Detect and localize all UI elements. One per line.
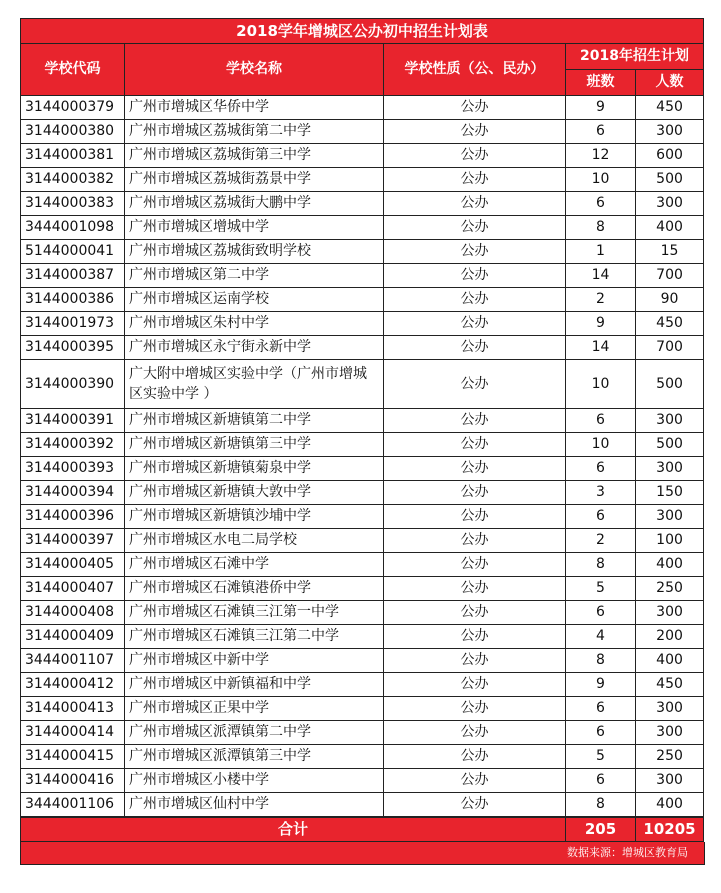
school-name-cell: 广州市增城区派潭镇第二中学 xyxy=(125,721,384,745)
table-row xyxy=(21,721,704,745)
classes-cell: 10 xyxy=(566,168,636,192)
school-nature-cell: 公办 xyxy=(384,144,566,168)
school-name-cell: 广州市增城区派潭镇第三中学 xyxy=(125,745,384,769)
school-nature-cell: 公办 xyxy=(384,481,566,505)
people-cell: 450 xyxy=(636,673,704,697)
table-row xyxy=(21,360,704,409)
school-code-cell: 3144000381 xyxy=(21,144,125,168)
table-title: 2018学年增城区公办初中招生计划表 xyxy=(21,19,704,44)
school-code-cell: 3144000380 xyxy=(21,120,125,144)
school-name-cell: 广州市增城区水电二局学校 xyxy=(125,529,384,553)
classes-cell: 6 xyxy=(566,409,636,433)
school-nature-cell: 公办 xyxy=(384,649,566,673)
data-source-note: 数据来源：增城区教育局 xyxy=(20,842,705,865)
table-row xyxy=(21,264,704,288)
school-nature-cell: 公办 xyxy=(384,673,566,697)
enrollment-table xyxy=(20,18,704,817)
table-row xyxy=(21,625,704,649)
classes-cell: 8 xyxy=(566,553,636,577)
header-school-nature: 学校性质（公、民办） xyxy=(384,44,566,96)
table-row xyxy=(21,120,704,144)
school-name-cell: 广州市增城区运南学校 xyxy=(125,288,384,312)
school-nature-cell: 公办 xyxy=(384,192,566,216)
school-nature-cell: 公办 xyxy=(384,264,566,288)
school-name-cell: 广州市增城区新塘镇菊泉中学 xyxy=(125,457,384,481)
school-nature-cell: 公办 xyxy=(384,505,566,529)
school-name-cell: 广州市增城区第二中学 xyxy=(125,264,384,288)
total-classes: 205 xyxy=(566,818,636,842)
classes-cell: 9 xyxy=(566,312,636,336)
school-name-cell: 广州市增城区石滩中学 xyxy=(125,553,384,577)
classes-cell: 12 xyxy=(566,144,636,168)
classes-cell: 6 xyxy=(566,697,636,721)
school-name-cell: 广州市增城区新塘镇大敦中学 xyxy=(125,481,384,505)
header-school-name: 学校名称 xyxy=(125,44,384,96)
table-row xyxy=(21,457,704,481)
people-cell: 500 xyxy=(636,360,704,409)
school-code-cell: 3144000409 xyxy=(21,625,125,649)
school-code-cell: 3144000382 xyxy=(21,168,125,192)
classes-cell: 4 xyxy=(566,625,636,649)
people-cell: 15 xyxy=(636,240,704,264)
table-row xyxy=(21,336,704,360)
people-cell: 400 xyxy=(636,553,704,577)
school-name-cell: 广州市增城区华侨中学 xyxy=(125,96,384,120)
school-nature-cell: 公办 xyxy=(384,793,566,817)
school-nature-cell: 公办 xyxy=(384,745,566,769)
school-code-cell: 3144000391 xyxy=(21,409,125,433)
table-row xyxy=(21,601,704,625)
school-nature-cell: 公办 xyxy=(384,577,566,601)
school-nature-cell: 公办 xyxy=(384,360,566,409)
table-row xyxy=(21,577,704,601)
table-row xyxy=(21,673,704,697)
school-nature-cell: 公办 xyxy=(384,625,566,649)
people-cell: 250 xyxy=(636,745,704,769)
school-code-cell: 3144000407 xyxy=(21,577,125,601)
people-cell: 500 xyxy=(636,168,704,192)
school-nature-cell: 公办 xyxy=(384,336,566,360)
table-row xyxy=(21,793,704,817)
school-name-cell: 广州市增城区增城中学 xyxy=(125,216,384,240)
table-row xyxy=(21,192,704,216)
school-name-cell: 广州市增城区荔城街第三中学 xyxy=(125,144,384,168)
school-code-cell: 3144000405 xyxy=(21,553,125,577)
total-table xyxy=(20,817,704,842)
school-nature-cell: 公办 xyxy=(384,168,566,192)
school-name-cell: 广州市增城区新塘镇沙埔中学 xyxy=(125,505,384,529)
table-row xyxy=(21,745,704,769)
school-nature-cell: 公办 xyxy=(384,697,566,721)
people-cell: 600 xyxy=(636,144,704,168)
school-nature-cell: 公办 xyxy=(384,312,566,336)
people-cell: 300 xyxy=(636,721,704,745)
school-nature-cell: 公办 xyxy=(384,216,566,240)
table-row xyxy=(21,505,704,529)
table-row xyxy=(21,288,704,312)
classes-cell: 10 xyxy=(566,360,636,409)
total-people: 10205 xyxy=(636,818,704,842)
school-code-cell: 3144000394 xyxy=(21,481,125,505)
classes-cell: 6 xyxy=(566,120,636,144)
people-cell: 300 xyxy=(636,457,704,481)
table-row xyxy=(21,649,704,673)
school-name-cell: 广州市增城区石滩镇港侨中学 xyxy=(125,577,384,601)
classes-cell: 2 xyxy=(566,288,636,312)
school-code-cell: 3144000412 xyxy=(21,673,125,697)
school-nature-cell: 公办 xyxy=(384,529,566,553)
school-code-cell: 3144000390 xyxy=(21,360,125,409)
school-name-cell: 广州市增城区仙村中学 xyxy=(125,793,384,817)
table-row xyxy=(21,529,704,553)
school-code-cell: 3144000379 xyxy=(21,96,125,120)
people-cell: 700 xyxy=(636,264,704,288)
header-school-code: 学校代码 xyxy=(21,44,125,96)
people-cell: 400 xyxy=(636,649,704,673)
classes-cell: 6 xyxy=(566,192,636,216)
table-row xyxy=(21,168,704,192)
school-nature-cell: 公办 xyxy=(384,96,566,120)
school-name-cell: 广州市增城区石滩镇三江第一中学 xyxy=(125,601,384,625)
table-row xyxy=(21,144,704,168)
people-cell: 450 xyxy=(636,312,704,336)
table-row xyxy=(21,240,704,264)
people-cell: 300 xyxy=(636,505,704,529)
classes-cell: 8 xyxy=(566,793,636,817)
school-code-cell: 3444001107 xyxy=(21,649,125,673)
classes-cell: 5 xyxy=(566,577,636,601)
people-cell: 400 xyxy=(636,216,704,240)
school-name-cell: 广州市增城区小楼中学 xyxy=(125,769,384,793)
people-cell: 300 xyxy=(636,409,704,433)
school-nature-cell: 公办 xyxy=(384,721,566,745)
classes-cell: 3 xyxy=(566,481,636,505)
people-cell: 100 xyxy=(636,529,704,553)
table-row xyxy=(21,481,704,505)
school-name-cell: 广州市增城区荔城街第二中学 xyxy=(125,120,384,144)
classes-cell: 14 xyxy=(566,336,636,360)
school-code-cell: 3144000415 xyxy=(21,745,125,769)
school-name-cell: 广州市增城区正果中学 xyxy=(125,697,384,721)
people-cell: 200 xyxy=(636,625,704,649)
school-name-cell: 广州市增城区荔城街致明学校 xyxy=(125,240,384,264)
table-row xyxy=(21,553,704,577)
classes-cell: 9 xyxy=(566,673,636,697)
classes-cell: 6 xyxy=(566,457,636,481)
classes-cell: 8 xyxy=(566,649,636,673)
header-plan: 2018年招生计划 xyxy=(566,44,704,70)
people-cell: 300 xyxy=(636,769,704,793)
people-cell: 450 xyxy=(636,96,704,120)
school-code-cell: 3444001106 xyxy=(21,793,125,817)
school-nature-cell: 公办 xyxy=(384,433,566,457)
classes-cell: 6 xyxy=(566,721,636,745)
people-cell: 500 xyxy=(636,433,704,457)
school-name-cell: 广州市增城区中新镇福和中学 xyxy=(125,673,384,697)
school-code-cell: 3444001098 xyxy=(21,216,125,240)
classes-cell: 8 xyxy=(566,216,636,240)
school-code-cell: 3144000397 xyxy=(21,529,125,553)
school-code-cell: 3144000396 xyxy=(21,505,125,529)
enrollment-plan-document xyxy=(20,18,703,865)
table-row xyxy=(21,216,704,240)
school-name-cell: 广州市增城区新塘镇第三中学 xyxy=(125,433,384,457)
table-row xyxy=(21,697,704,721)
school-name-cell: 广州市增城区新塘镇第二中学 xyxy=(125,409,384,433)
people-cell: 400 xyxy=(636,793,704,817)
school-nature-cell: 公办 xyxy=(384,457,566,481)
school-name-cell: 广州市增城区永宁街永新中学 xyxy=(125,336,384,360)
classes-cell: 9 xyxy=(566,96,636,120)
school-name-cell: 广州市增城区荔城街荔景中学 xyxy=(125,168,384,192)
people-cell: 300 xyxy=(636,192,704,216)
header-people: 人数 xyxy=(636,70,704,96)
table-row xyxy=(21,312,704,336)
school-nature-cell: 公办 xyxy=(384,553,566,577)
people-cell: 300 xyxy=(636,697,704,721)
people-cell: 700 xyxy=(636,336,704,360)
school-code-cell: 5144000041 xyxy=(21,240,125,264)
people-cell: 300 xyxy=(636,601,704,625)
school-code-cell: 3144001973 xyxy=(21,312,125,336)
school-name-cell: 广州市增城区中新中学 xyxy=(125,649,384,673)
people-cell: 250 xyxy=(636,577,704,601)
people-cell: 300 xyxy=(636,120,704,144)
school-code-cell: 3144000413 xyxy=(21,697,125,721)
header-classes: 班数 xyxy=(566,70,636,96)
school-nature-cell: 公办 xyxy=(384,769,566,793)
people-cell: 150 xyxy=(636,481,704,505)
classes-cell: 14 xyxy=(566,264,636,288)
classes-cell: 1 xyxy=(566,240,636,264)
school-code-cell: 3144000386 xyxy=(21,288,125,312)
school-code-cell: 3144000416 xyxy=(21,769,125,793)
school-code-cell: 3144000414 xyxy=(21,721,125,745)
school-nature-cell: 公办 xyxy=(384,288,566,312)
school-name-cell: 广州市增城区朱村中学 xyxy=(125,312,384,336)
school-nature-cell: 公办 xyxy=(384,601,566,625)
school-name-cell: 广州市增城区荔城街大鹏中学 xyxy=(125,192,384,216)
table-row xyxy=(21,769,704,793)
table-row xyxy=(21,96,704,120)
classes-cell: 6 xyxy=(566,601,636,625)
school-code-cell: 3144000393 xyxy=(21,457,125,481)
people-cell: 90 xyxy=(636,288,704,312)
school-nature-cell: 公办 xyxy=(384,120,566,144)
classes-cell: 2 xyxy=(566,529,636,553)
school-code-cell: 3144000395 xyxy=(21,336,125,360)
school-nature-cell: 公办 xyxy=(384,240,566,264)
table-row xyxy=(21,409,704,433)
classes-cell: 6 xyxy=(566,769,636,793)
school-code-cell: 3144000383 xyxy=(21,192,125,216)
school-code-cell: 3144000392 xyxy=(21,433,125,457)
total-label: 合计 xyxy=(21,818,566,842)
school-name-cell: 广州市增城区石滩镇三江第二中学 xyxy=(125,625,384,649)
classes-cell: 6 xyxy=(566,505,636,529)
school-code-cell: 3144000387 xyxy=(21,264,125,288)
table-row xyxy=(21,433,704,457)
classes-cell: 10 xyxy=(566,433,636,457)
school-code-cell: 3144000408 xyxy=(21,601,125,625)
classes-cell: 5 xyxy=(566,745,636,769)
school-name-cell: 广大附中增城区实验中学（广州市增城区实验中学 ） xyxy=(125,360,384,409)
school-nature-cell: 公办 xyxy=(384,409,566,433)
